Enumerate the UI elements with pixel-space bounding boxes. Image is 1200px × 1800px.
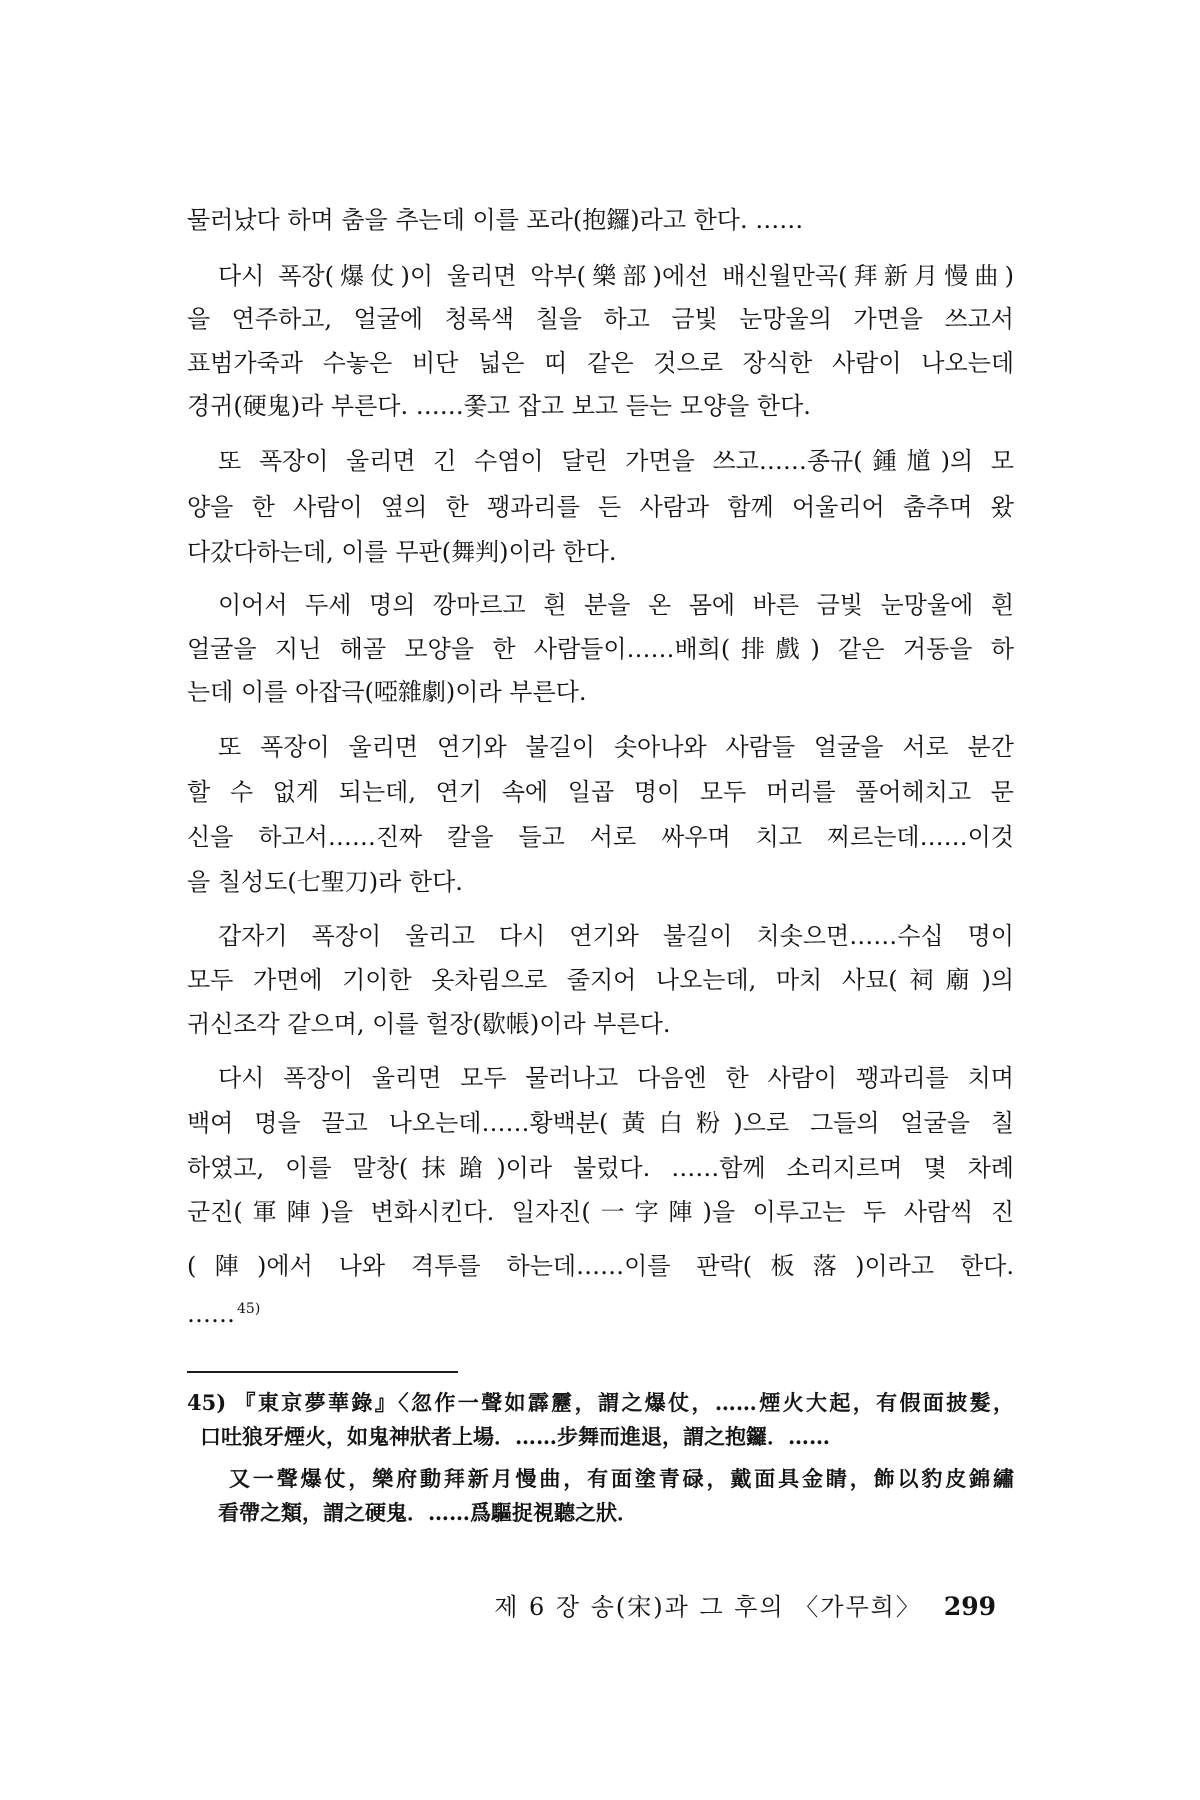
text-line: 갑자기 폭장이 울리고 다시 연기와 불길이 치솟으면……수십 명이 — [218, 922, 1014, 950]
text-line: 모두 가면에 기이한 옷차림으로 줄지어 나오는데, 마치 사묘(祠廟)의 — [187, 966, 1014, 994]
footnote-number: 45) — [187, 1390, 227, 1415]
footnote-divider — [187, 1371, 458, 1373]
text-line: 물러났다 하며 춤을 추는데 이를 포라(抱鑼)라고 한다. …… — [187, 206, 804, 234]
text-line: 얼굴을 지닌 해골 모양을 한 사람들이……배희(排戲) 같은 거동을 하 — [187, 635, 1014, 663]
footnote-line — [187, 1387, 1014, 1419]
text-line-closing — [187, 1289, 1014, 1329]
text-line: 또 폭장이 울리면 연기와 불길이 솟아나와 사람들 얼굴을 서로 분간 — [218, 733, 1014, 761]
text-line: 신을 하고서……진짜 칼을 들고 서로 싸우며 치고 찌르는데……이것 — [187, 823, 1014, 851]
text-line: (陣)에서 나와 격투를 하는데……이를 판락(板落)이라고 한다. — [187, 1252, 1014, 1280]
footnote-line: 看帶之類，謂之硬鬼．……爲驅捉視聽之狀． — [218, 1500, 638, 1525]
footnote-reference: 45) — [237, 1301, 261, 1317]
text-line: 표범가죽과 수놓은 비단 넓은 띠 같은 것으로 장식한 사람이 나오는데 — [187, 349, 1014, 377]
footnote-text: 『東京夢華錄』〈忽作一聲如霹靂，謂之爆仗，……煙火大起，有假面披髮， — [232, 1390, 1014, 1415]
text-line: 다갔다하는데, 이를 무판(舞判)이라 한다. — [187, 538, 617, 566]
running-footer — [494, 1590, 996, 1624]
text-line: 이어서 두세 명의 깡마르고 흰 분을 온 몸에 바른 금빛 눈망울에 흰 — [218, 591, 1014, 619]
footnote-line: 口吐狼牙煙火，如鬼神狀者上場．……步舞而進退，謂之抱鑼．…… — [200, 1424, 830, 1449]
text-line: 백여 명을 끌고 나오는데……황백분(黃白粉)으로 그들의 얼굴을 칠 — [187, 1109, 1014, 1137]
footnote-line: 又一聲爆仗，樂府動拜新月慢曲，有面塗青碌，戴面具金睛，飾以豹皮錦繡 — [229, 1466, 1014, 1491]
text-line: 경귀(硬鬼)라 부른다. ……쫓고 잡고 보고 듣는 모양을 한다. — [187, 392, 811, 420]
text-line: 을 칠성도(七聖刀)라 한다. — [187, 868, 463, 896]
chapter-title: 제 6 장 송(宋)과 그 후의 〈가무희〉 — [494, 1593, 922, 1621]
text-line: 는데 이를 아잡극(啞雜劇)이라 부른다. — [187, 678, 587, 706]
text-line: 할 수 없게 되는데, 연기 속에 일곱 명이 모두 머리를 풀어헤치고 문 — [187, 778, 1014, 806]
text-line: 하였고, 이를 말창(抹蹌)이라 불렀다. ……함께 소리지르며 몇 차례 — [187, 1154, 1014, 1182]
text-line: 다시 폭장(爆仗)이 울리면 악부(樂部)에선 배신월만곡(拜新月慢曲) — [218, 262, 1014, 290]
text-line: 군진(軍陣)을 변화시킨다. 일자진(一字陣)을 이루고는 두 사람씩 진 — [187, 1198, 1014, 1226]
text-line: 을 연주하고, 얼굴에 청록색 칠을 하고 금빛 눈망울의 가면을 쓰고서 — [187, 305, 1014, 333]
closing-ellipsis: …… — [187, 1300, 235, 1328]
text-line: 양을 한 사람이 옆의 한 꽹과리를 든 사람과 함께 어울리어 춤추며 왔 — [187, 493, 1014, 521]
text-line: 다시 폭장이 울리면 모두 물러나고 다음엔 한 사람이 꽹과리를 치며 — [218, 1064, 1014, 1092]
text-line: 귀신조각 같으며, 이를 헐장(歇帳)이라 부른다. — [187, 1010, 671, 1038]
text-line: 또 폭장이 울리면 긴 수염이 달린 가면을 쓰고……종규(鍾馗)의 모 — [218, 447, 1014, 475]
page-number: 299 — [943, 1592, 996, 1621]
